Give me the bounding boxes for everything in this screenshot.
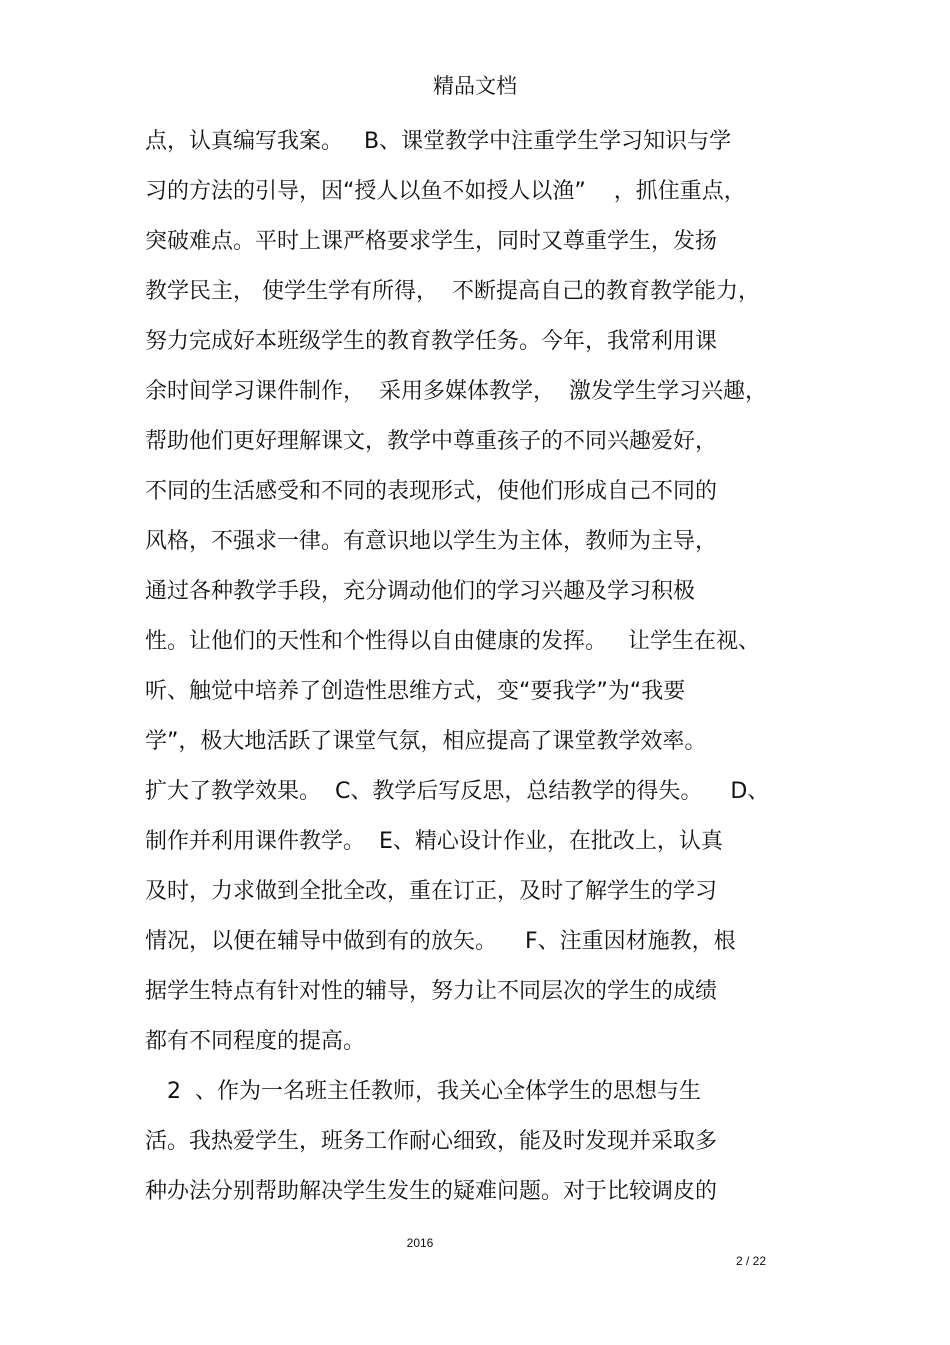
footer-year: 2016 (406, 1236, 434, 1250)
text-line: 据学生特点有针对性的辅导，努力让不同层次的学生的成绩 (145, 979, 718, 1004)
text-line: 及时，力求做到全批全改，重在订正，及时了解学生的学习 (145, 879, 718, 904)
text-line: 听、触觉中培养了创造性思维方式，变“要我学”为“我要 (145, 679, 686, 704)
page-number: 2 / 22 (736, 1254, 767, 1268)
paragraph-2-first-line: 2 、作为一名班主任教师，我关心全体学生的思想与生 (167, 1079, 701, 1104)
text-line: 种办法分别帮助解决学生发生的疑难问题。对于比较调皮的 (145, 1179, 718, 1204)
text-line: 通过各种教学手段，充分调动他们的学习兴趣及学习积极 (145, 579, 696, 604)
text-line: 不同的生活感受和不同的表现形式，使他们形成自己不同的 (145, 479, 718, 504)
text-line: 点，认真编写我案。 B、课堂教学中注重学生学习知识与学 (145, 129, 732, 154)
text-line: 余时间学习课件制作， 采用多媒体教学， 激发学生学习兴趣， (145, 379, 767, 404)
text-line: 努力完成好本班级学生的教育教学任务。今年，我常利用课 (145, 329, 718, 354)
text-line: 教学民主， 使学生学有所得， 不断提高自己的教育教学能力， (145, 279, 760, 304)
text-line: 突破难点。平时上课严格要求学生，同时又尊重学生，发扬 (145, 229, 718, 254)
page-header-title: 精品文档 (433, 74, 517, 98)
text-line: 都有不同程度的提高。 (145, 1029, 366, 1054)
text-line: 风格，不强求一律。有意识地以学生为主体，教师为主导， (145, 529, 718, 554)
text-line: 制作并利用课件教学。 E、精心设计作业，在批改上，认真 (145, 829, 723, 854)
text-line: 习的方法的引导，因“授人以鱼不如授人以渔” ，抓住重点， (145, 179, 746, 204)
text-line: 活。我热爱学生，班务工作耐心细致，能及时发现并采取多 (145, 1129, 718, 1154)
text-line: 情况，以便在辅导中做到有的放矢。 F、注重因材施教，根 (145, 929, 736, 954)
document-body (145, 125, 805, 1225)
text-line: 扩大了教学效果。 C、教学后写反思，总结教学的得失。 D、 (145, 779, 770, 804)
text-line: 帮助他们更好理解课文，教学中尊重孩子的不同兴趣爱好， (145, 429, 718, 454)
text-line: 学”，极大地活跃了课堂气氛，相应提高了课堂教学效率。 (145, 729, 707, 754)
text-line: 性。让他们的天性和个性得以自由健康的发挥。 让学生在视、 (145, 629, 760, 654)
